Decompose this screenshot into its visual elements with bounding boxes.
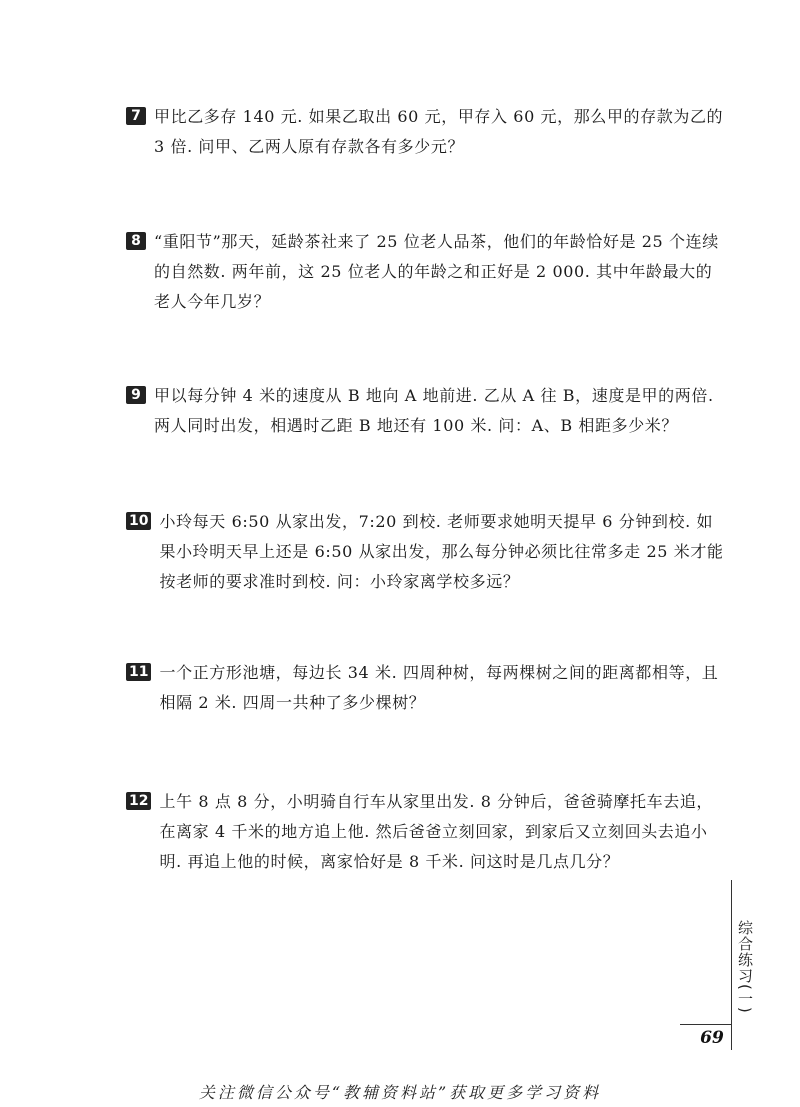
problem-number-badge: 8 [126, 232, 146, 250]
problem-11 [126, 658, 726, 718]
problem-text: 一个正方形池塘，每边长 34 米. 四周种树，每两棵树之间的距离都相等，且相隔 2 米. 四周一共种了多少棵树？ [159, 663, 719, 712]
page-number-rule [680, 1024, 732, 1025]
problem-text: 小玲每天 6:50 从家出发，7:20 到校. 老师要求她明天提早 6 分钟到校. 如果小玲明天早上还是 6:50 从家出发，那么每分钟必须比往常多走 25 米才能按老师的要求准时到校. 问：小玲家离学校多远？ [159, 512, 724, 591]
problem-number-badge: 11 [126, 663, 151, 681]
problem-number-badge: 12 [126, 792, 151, 810]
problem-number-badge: 10 [126, 512, 151, 530]
problem-12 [126, 787, 726, 877]
problem-number-badge: 7 [126, 107, 146, 125]
problem-text: “重阳节”那天，延龄茶社来了 25 位老人品茶，他们的年龄恰好是 25 个连续的自然数. 两年前，这 25 位老人的年龄之和正好是 2 000. 其中年龄最大的老人今年几岁？ [154, 232, 719, 311]
problem-10 [126, 507, 726, 597]
problem-number-badge: 9 [126, 386, 146, 404]
problem-7 [126, 102, 726, 162]
problem-text: 甲比乙多存 140 元. 如果乙取出 60 元，甲存入 60 元，那么甲的存款为乙的 3 倍. 问甲、乙两人原有存款各有多少元？ [154, 107, 724, 156]
section-tab-label: 综合练习(一) [736, 920, 754, 1014]
problem-8 [126, 227, 726, 317]
problem-9 [126, 381, 726, 441]
footer-watermark-text: 关注微信公众号“教辅资料站”获取更多学习资料 [198, 1083, 602, 1102]
problem-text: 上午 8 点 8 分，小明骑自行车从家里出发. 8 分钟后，爸爸骑摩托车去追，在离家 4 千米的地方追上他. 然后爸爸立刻回家，到家后又立刻回头去追小明. 再追上他的时候，离家恰好是 8 千米. 问这时是几点几分？ [159, 792, 714, 871]
page-number: 69 [700, 1028, 724, 1048]
problem-text: 甲以每分钟 4 米的速度从 B 地向 A 地前进. 乙从 A 往 B，速度是甲的两倍. 两人同时出发，相遇时乙距 B 地还有 100 米. 问：A、B 相距多少米？ [154, 386, 714, 435]
